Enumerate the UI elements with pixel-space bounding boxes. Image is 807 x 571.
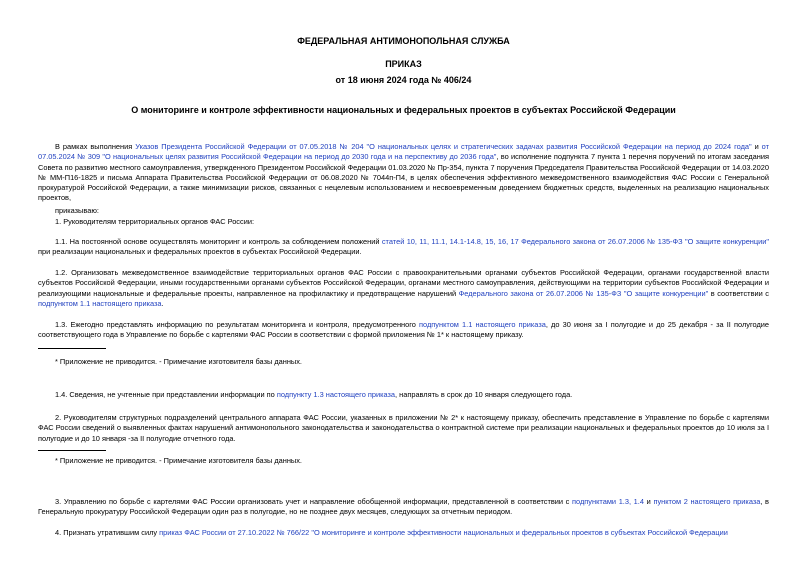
clause-1-2-text-2: в соответствии с xyxy=(708,288,769,298)
footnote-1: * Приложение не приводится. - Примечание изготовителя базы данных. xyxy=(55,357,302,366)
intro-text-1: В рамках выполнения xyxy=(55,142,136,151)
clause-1: 1. Руководителям территориальных органов ФАС России: xyxy=(55,217,255,226)
intro-text-3: , во исполнение подпункта 7 пункта 1 перечня поручений по итогам заседания Совета по развитию местного самоуправления, утвержденного Президентом Российской Федерации 01.03.2020 № Пр-354, пункта 7 поручения Председателя Правительства Российской Федерации от 14.03.2020 № ММ-П16-1825 и письма Аппарата Правительства Российской Федерации от 06.08.2020 № 7044п-П4, в целях обеспечения эффективного межведомственного взаимодействия ФАС России с Генеральной прокуратурой Российской Федерации, а также минимизации рисков, связанных с нецелевым использованием и несвоевременным доведением бюджетных средств, выделенных на реализацию национальных проектов, xyxy=(38,152,769,203)
clause-1-4-text-2: , направлять в срок до 10 января следующего года. xyxy=(395,390,573,399)
clause-1-2-text-1: 1.2. Организовать межведомственное взаимодействие территориальных органов ФАС России с правоохранительными органами субъектов Российской Федерации, органами государственной власти субъектов Российской Федерации, иными государственными органами субъектов Российской Федерации, органами местного самоуправления, действующими на территории субъектов Российской Федерации и реализующими национальные и федеральные проекты, направленное на профилактику и предотвращение нарушений xyxy=(38,268,769,298)
link-subclause-1-1[interactable]: подпунктом 1.1 настоящего приказа xyxy=(38,298,162,308)
clause-1-2-text-3: . xyxy=(161,298,164,308)
order-word: приказываю: xyxy=(55,206,99,215)
link-subclause-1-1-b[interactable]: подпунктом 1.1 настоящего приказа xyxy=(419,320,546,329)
clause-4 xyxy=(38,528,769,538)
clause-1-1 xyxy=(38,237,769,258)
clause-3-text-1: 3. Управлению по борьбе с картелями ФАС России организовать учет и направление обобщенной информации, представленной в соответствии с xyxy=(55,497,573,506)
intro-paragraph xyxy=(38,142,769,204)
clause-3-text-3: , в Генеральную прокуратуру Российской Федерации один раз в полугодие, но не позднее двух месяцев, следующих за отчетным периодом. xyxy=(38,497,769,517)
footnote-separator-2 xyxy=(38,450,106,451)
document-date: от 18 июня 2024 года № 406/24 xyxy=(335,75,472,85)
clause-3-text-2: и xyxy=(643,497,654,506)
document-title: О мониторинге и контроле эффективности национальных и федеральных проектов в субъектах Российской Федерации xyxy=(131,105,676,115)
clause-4-text-1: 4. Признать утратившим силу xyxy=(55,528,160,537)
clause-2: 2. Руководителям структурных подразделений центрального аппарата ФАС России, указанных в приложении № 2* к настоящему приказу, обеспечить представление в Управление по борьбе с картелями ФАС России сведений о выявленных фактах нарушений антимонопольного законодательства и законодательства о контрактной системе при реализации национальных и федеральных проектов до 10 июля за I полугодие и до 10 января -за II полугодие отчетного года. xyxy=(38,413,769,443)
clause-1-2 xyxy=(38,268,769,309)
clause-3 xyxy=(38,497,769,518)
clause-1-4 xyxy=(38,390,769,400)
link-order-766-22[interactable]: приказ ФАС России от 27.10.2022 № 766/22 "О мониторинге и контроле эффективности национальных и федеральных проектов в субъектах Российской Федерации xyxy=(159,528,728,537)
clause-1-3 xyxy=(38,320,769,341)
footnote-separator-1 xyxy=(38,348,106,349)
link-clause-2[interactable]: пунктом 2 настоящего приказа xyxy=(653,497,761,506)
link-presidential-decree-309[interactable]: от 07.05.2024 № 309 "О национальных целях развития Российской Федерации на период до 2030 года и на перспективу до 2036 года" xyxy=(38,142,769,162)
clause-1-1-text-2: при реализации национальных и федеральных проектов в субъектах Российской Федерации. xyxy=(38,247,362,257)
document-type: ПРИКАЗ xyxy=(385,59,422,69)
link-federal-law-135-fz[interactable]: Федерального закона от 26.07.2006 № 135-ФЗ "О защите конкуренции" xyxy=(458,288,709,298)
link-articles-135-fz[interactable]: статей 10, 11, 11.1, 14.1-14.8, 15, 16, 17 Федерального закона от 26.07.2006 № 135-ФЗ "О защите конкуренции" xyxy=(381,237,769,246)
footnote-2: * Приложение не приводится. - Примечание изготовителя базы данных. xyxy=(55,456,302,465)
agency-name: ФЕДЕРАЛЬНАЯ АНТИМОНОПОЛЬНАЯ СЛУЖБА xyxy=(297,36,510,46)
intro-text-2: и xyxy=(751,142,762,151)
clause-1-1-text-1: 1.1. На постоянной основе осуществлять мониторинг и контроль за соблюдением положений xyxy=(55,237,382,246)
link-presidential-decree-204[interactable]: Указов Президента Российской Федерации от 07.05.2018 № 204 "О национальных целях и стратегических задачах развития Российской Федерации на период до 2024 года" xyxy=(135,142,752,151)
clause-1-4-text-1: 1.4. Сведения, не учтенные при представлении информации по xyxy=(55,390,277,399)
link-subclause-1-3[interactable]: подпункту 1.3 настоящего приказа xyxy=(276,390,396,399)
clause-1-3-text-1: 1.3. Ежегодно представлять информацию по результатам мониторинга и контроля, предусмотренного xyxy=(55,320,420,329)
link-subclauses-1-3-1-4[interactable]: подпунктами 1.3, 1.4 xyxy=(572,497,644,506)
clause-1-3-text-2: , до 30 июня за I полугодие и до 25 декабря - за II полугодие соответствующего года в Управление по борьбе с картелями ФАС России в соответствии с формой приложения № 1* к настоящему приказу. xyxy=(38,320,770,340)
